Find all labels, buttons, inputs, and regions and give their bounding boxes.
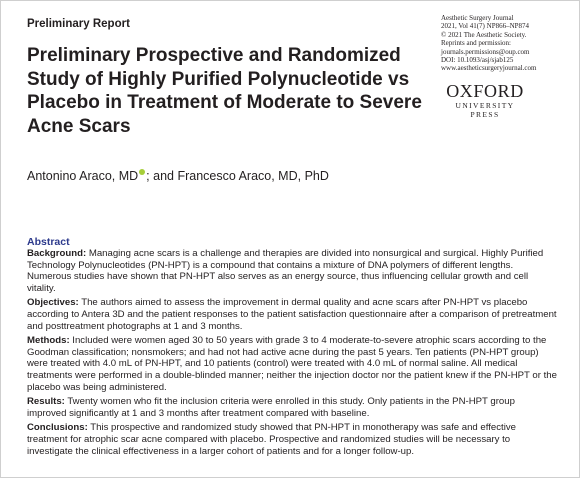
journal-name: Aesthetic Surgery Journal bbox=[441, 14, 514, 22]
section-text: Managing acne scars is a challenge and therapies are divided into nonsurgical and surgical. Highly Purified Technology Polynucleotides (PN-HPT) is a compound that contains a mixture of DNA polymers of different lengths. Numerous studies have shown that PN-HPT also serves as an energy source, thus influencing cellular growth and cell vitality. bbox=[27, 248, 544, 294]
section-label: Results: bbox=[27, 396, 65, 408]
orcid-icon[interactable] bbox=[139, 169, 145, 175]
author-line bbox=[27, 169, 329, 183]
abstract-section bbox=[27, 236, 557, 460]
journal-info-block bbox=[441, 14, 536, 73]
journal-doi[interactable]: DOI: 10.1093/asj/sjab125 bbox=[441, 56, 514, 65]
abstract-background bbox=[27, 248, 557, 294]
section-label: Conclusions: bbox=[27, 422, 88, 434]
article-title: Preliminary Prospective and Randomized Study of Highly Purified Polynucleotide vs Placebo in Treatment of Moderate to Severe Acne Scars bbox=[27, 45, 422, 137]
abstract-results bbox=[27, 396, 557, 419]
journal-volume: 2021, Vol 41(7) NP866–NP874 bbox=[441, 22, 530, 31]
section-text: Twenty women who fit the inclusion criteria were enrolled in this study. Only patients in the PN-HPT group improved significantly at 1 and 3 months after treatment compared with baseline. bbox=[27, 396, 515, 419]
journal-permissions-email[interactable]: journals.permissions@oup.com bbox=[441, 47, 530, 56]
journal-website[interactable]: www.aestheticsurgeryjournal.com bbox=[441, 64, 537, 73]
abstract-conclusions bbox=[27, 422, 557, 457]
report-type-label: Preliminary Report bbox=[27, 18, 130, 30]
author-francesco-araco[interactable]: ; and Francesco Araco, MD, PhD bbox=[146, 169, 329, 184]
publisher-name: OXFORD bbox=[446, 81, 524, 101]
section-label: Methods: bbox=[27, 335, 70, 347]
publisher-subtitle: UNIVERSITY PRESS bbox=[455, 101, 515, 119]
section-text: The authors aimed to assess the improvement in dermal quality and acne scars after PN-HPT vs placebo according to Antera 3D and the patient responses to the patient satisfaction questionnaire after a comparison of pretreatment and posttreatment photographs at 1 and 3 months. bbox=[27, 297, 557, 332]
journal-reprints: Reprints and permission: bbox=[441, 39, 511, 48]
section-text: Included were women aged 30 to 50 years with grade 3 to 4 moderate-to-severe atrophic scars according to the Goodman classification; nonsmokers; and had not had active acne during the past 5 years. Ten patients (PN-HPT group) were treated with 4.0 mL of PN-HPT, and 10 patients (control) were treated with 4.0 mL of normal saline. All medical treatments were performed in a double-blinded manner; neither the injection doctor nor the patient knew if the PN-HPT or the placebo was being administered. bbox=[27, 335, 557, 393]
oxford-university-press-logo bbox=[440, 82, 530, 119]
section-label: Background: bbox=[27, 248, 87, 259]
journal-copyright: © 2021 The Aesthetic Society. bbox=[441, 30, 527, 39]
abstract-objectives bbox=[27, 297, 557, 332]
abstract-heading: Abstract bbox=[27, 236, 70, 248]
abstract-methods bbox=[27, 335, 557, 393]
section-text: This prospective and randomized study showed that PN-HPT in monotherapy was safe and effective treatment for atrophic scar acne compared with placebo. Prospective and randomized studies will be necessary to investigate the clinical effectiveness in a larger cohort of patients and for a longer follow-up. bbox=[27, 422, 516, 457]
author-antonino-araco[interactable]: Antonino Araco, MD bbox=[27, 169, 139, 184]
section-label: Objectives: bbox=[27, 297, 79, 309]
